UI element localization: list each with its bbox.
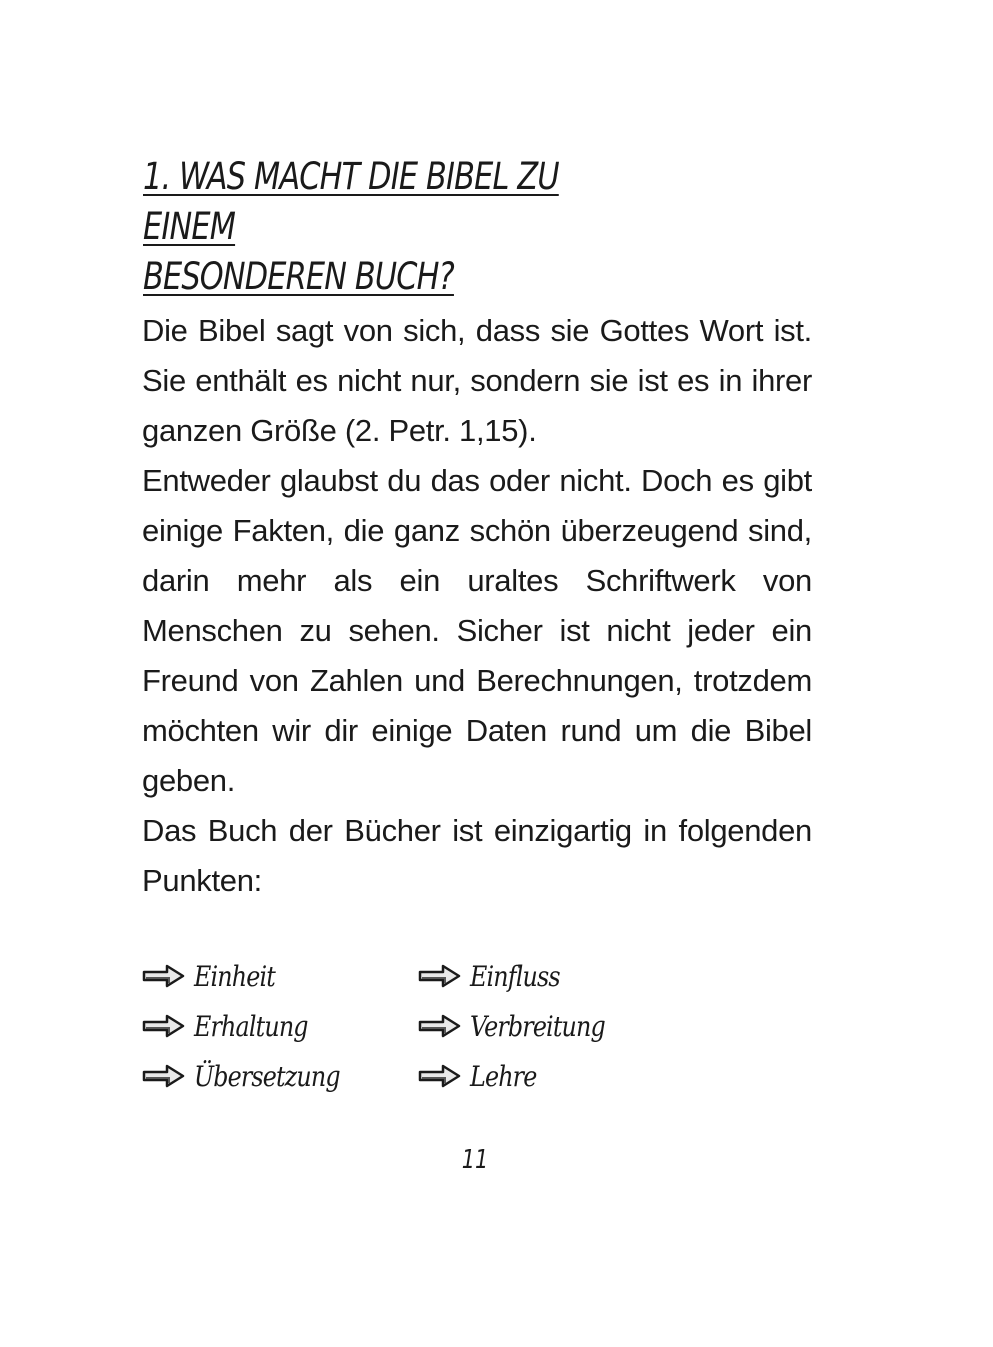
feature-item <box>418 955 694 997</box>
arrow-right-icon <box>142 1013 186 1039</box>
feature-item <box>418 1055 694 1097</box>
feature-item <box>142 1005 418 1047</box>
feature-label: Einfluss <box>470 959 560 993</box>
paragraph: Das Buch der Bücher ist einzigartig in folgenden Punkten: <box>142 813 812 898</box>
feature-label: Lehre <box>470 1059 537 1093</box>
paragraph: Die Bibel sagt von sich, dass sie Gottes Wort ist. Sie enthält es nicht nur, sondern sie ist es in ihrer ganzen Größe (2. Petr. 1,15). <box>142 313 812 448</box>
feature-label: Erhaltung <box>194 1009 308 1043</box>
chapter-heading-line-2: BESONDEREN BUCH? <box>143 255 454 298</box>
feature-label: Übersetzung <box>194 1059 340 1093</box>
feature-list <box>142 955 702 1097</box>
arrow-right-icon <box>418 1063 462 1089</box>
feature-item <box>142 1055 418 1097</box>
body-text <box>142 306 812 906</box>
feature-item <box>142 955 418 997</box>
arrow-right-icon <box>418 963 462 989</box>
feature-label: Verbreitung <box>470 1009 605 1043</box>
chapter-heading <box>143 152 651 302</box>
arrow-right-icon <box>418 1013 462 1039</box>
feature-label: Einheit <box>194 959 275 993</box>
feature-item <box>418 1005 694 1047</box>
arrow-right-icon <box>142 1063 186 1089</box>
arrow-right-icon <box>142 963 186 989</box>
page-number: 11 <box>461 1145 489 1175</box>
paragraph: Entweder glaubst du das oder nicht. Doch es gibt einige Fakten, die ganz schön überzeugend sind, darin mehr als ein uraltes Schriftwerk von Menschen zu sehen. Sicher ist nicht jeder ein Freund von Zahlen und Berechnungen, trotzdem möchten wir dir einige Daten rund um die Bibel geben. <box>142 463 812 798</box>
chapter-heading-line-1: 1. WAS MACHT DIE BIBEL ZU EINEM <box>143 155 559 248</box>
